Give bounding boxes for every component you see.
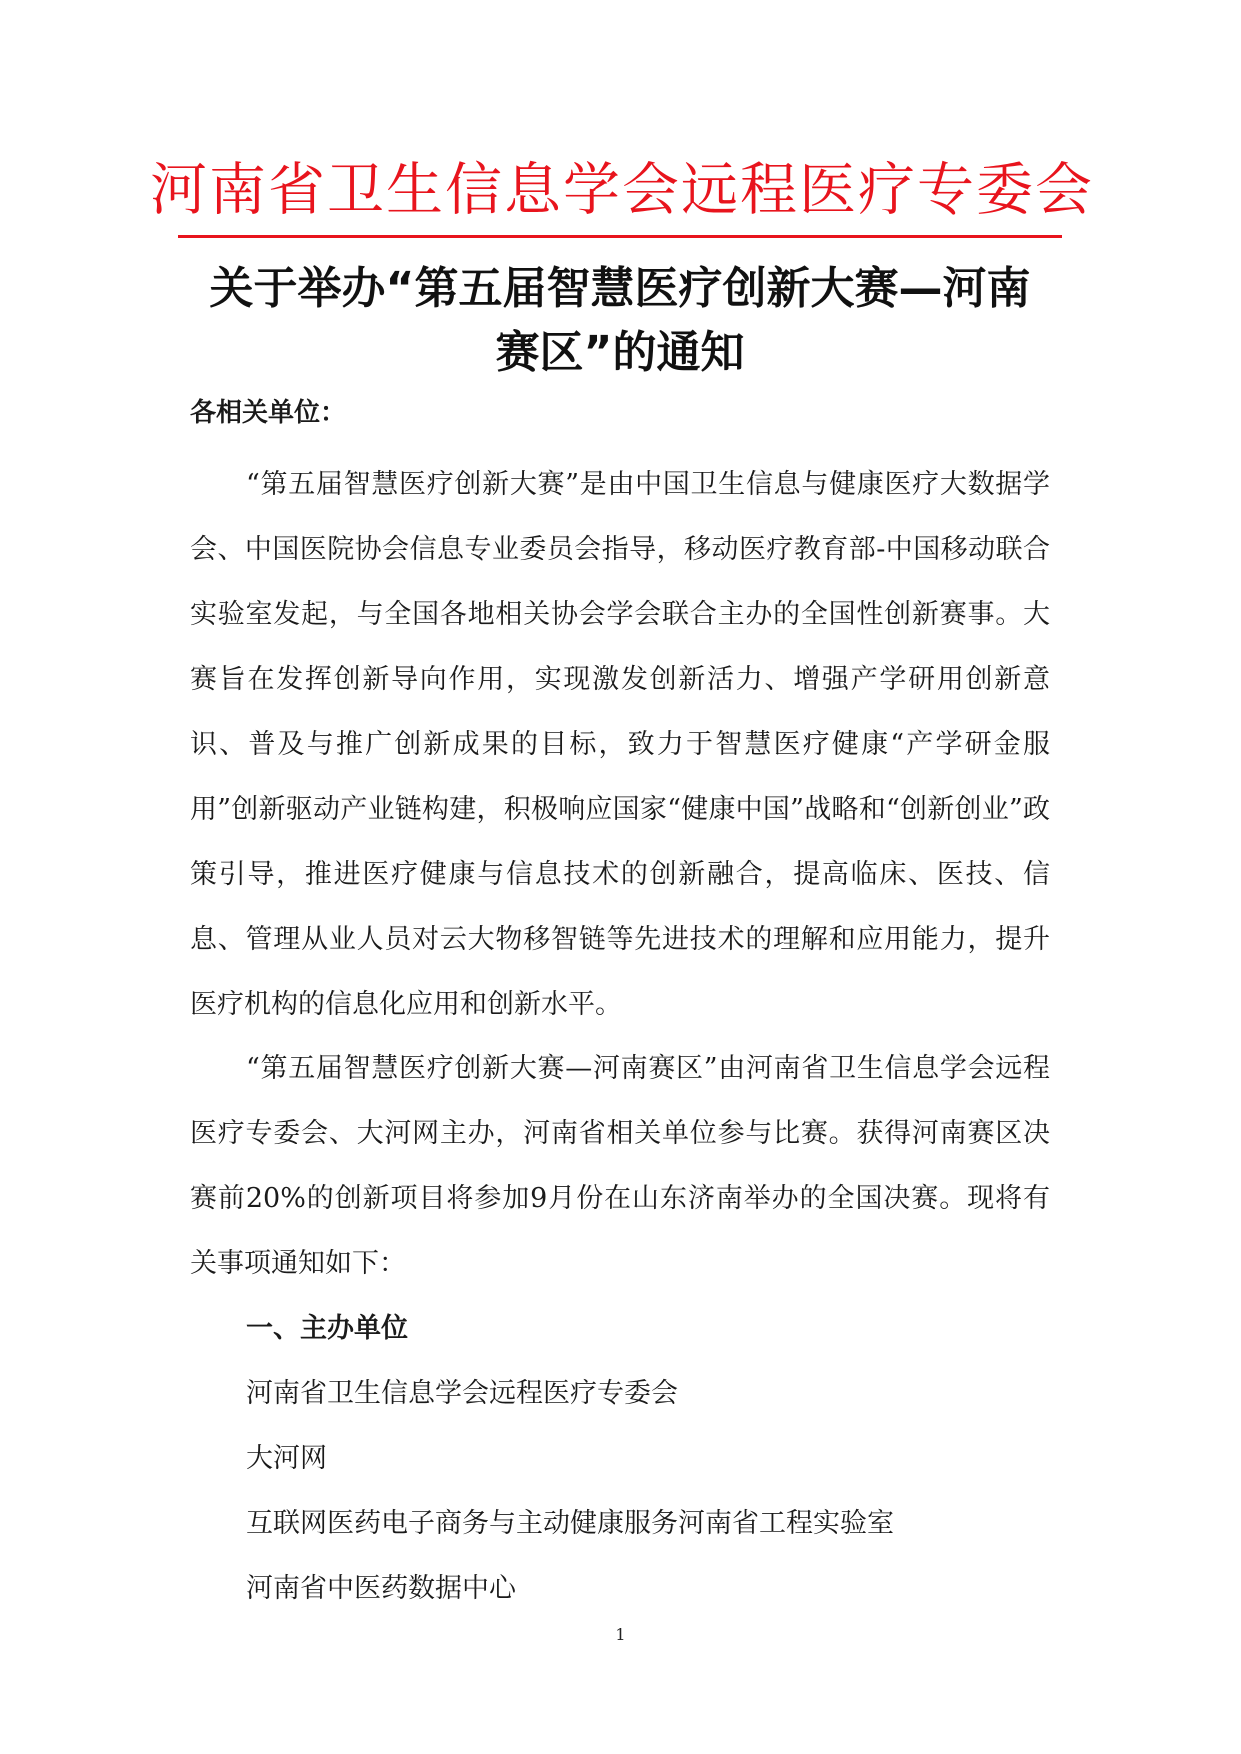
page-number: 1	[615, 1625, 626, 1644]
organizer-item: 河南省中医药数据中心	[246, 1573, 516, 1604]
masthead-title: 河南省卫生信息学会远程医疗专委会	[150, 157, 1094, 223]
body-paragraph-1: “第五届智慧医疗创新大赛”是由中国卫生信息与健康医疗大数据学会、中国医院协会信息专业委员会指导，移动医疗教育部-中国移动联合实验室发起，与全国各地相关协会学会联合主办的全国性创新赛事。大赛旨在发挥创新导向作用，实现激发创新活力、增强产学研用创新意识、普及与推广创新成果的目标，致力于智慧医疗健康“产学研金服用”创新驱动产业链构建，积极响应国家“健康中国”战略和“创新创业”政策引导，推进医疗健康与信息技术的创新融合，提高临床、医技、信息、管理从业人员对云大物移智链等先进技术的理解和应用能力，提升医疗机构的信息化应用和创新水平。	[190, 469, 1050, 1020]
organizer-list	[246, 1361, 894, 1621]
body-paragraph-2: “第五届智慧医疗创新大赛—河南赛区”由河南省卫生信息学会远程医疗专委会、大河网主办，河南省相关单位参与比赛。获得河南赛区决赛前20%的创新项目将参加9月份在山东济南举办的全国决赛。现将有关事项通知如下：	[190, 1053, 1050, 1279]
organizer-item: 大河网	[246, 1443, 327, 1474]
notice-title-line-1: 关于举办“第五届智慧医疗创新大赛—河南	[209, 263, 1031, 314]
section-heading-organizers: 一、主办单位	[246, 1313, 408, 1344]
masthead-divider	[178, 235, 1062, 238]
organizer-item: 互联网医药电子商务与主动健康服务河南省工程实验室	[246, 1508, 894, 1539]
organizer-item: 河南省卫生信息学会远程医疗专委会	[246, 1378, 678, 1409]
notice-title-line-2: 赛区”的通知	[495, 327, 745, 378]
salutation: 各相关单位：	[190, 398, 347, 428]
notice-title	[170, 257, 1070, 385]
